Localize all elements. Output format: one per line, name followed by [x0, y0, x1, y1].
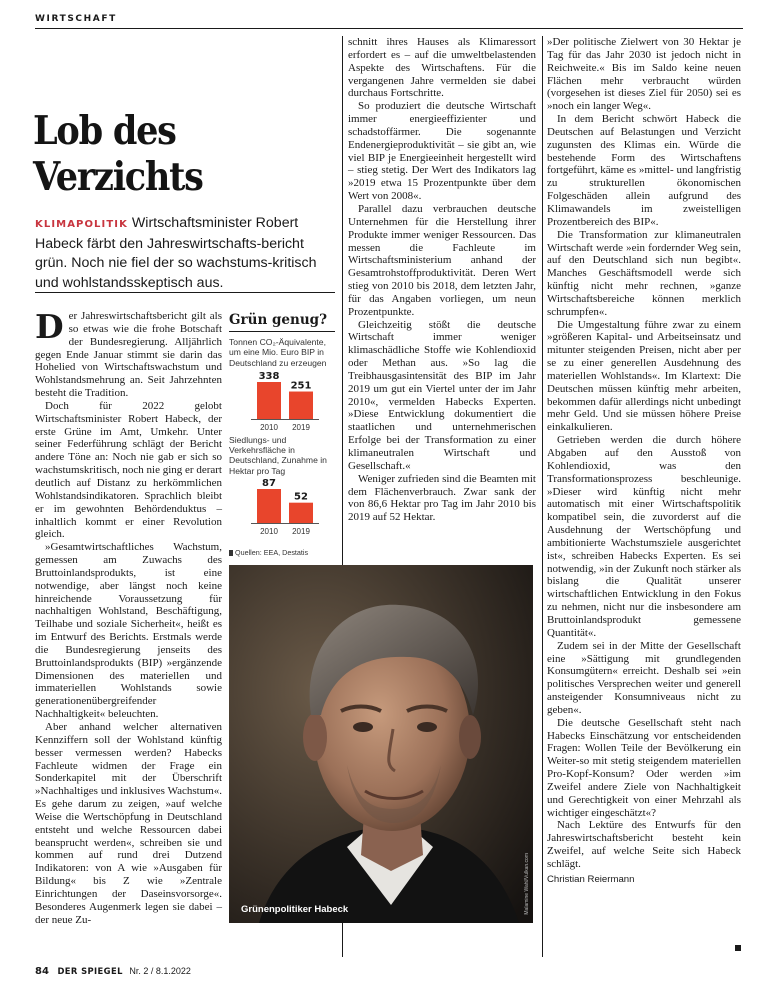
teaser-rule — [35, 292, 335, 293]
paragraph: Getrieben werden die durch höhere Abgaben auf den Ausstoß von Kohlendioxid, was den Transformationsprozess beschleunige. »Dieser wird künftig nicht mehr automatisch mit einer Wirtschaftspolitik kompatibel sein, die zuvorderst auf die Ausdehnung der Wertschöpfung und ambitionierte Wachstumsziele ausgerichtet ist«, schreiben Habecks Experten. Es sei notwendig, »in der Zukunft noch stärker als bislang die Qualität unserer wirtschaftlichen Entwicklung in den Fokus zu nehmen, nicht nur die insbesondere am Bruttoinlandsprodukt gemessene Quantität«. — [547, 434, 741, 639]
bar-2019 — [289, 503, 313, 523]
author: Christian Reiermann — [547, 873, 635, 885]
paragraph: »Gesamtwirtschaftliches Wachstum, gemessen am Zuwachs des Bruttoinlandsprodukts, ist eine notwendige, aber längst noch keine hinreichende Voraussetzung für nachhaltigen Wohlstand, Beschäftigung, Teilhabe und soziale Sicherheit«, heißt es im Entwurf des Berichts. Erstmals werde die Bundesregierung jenseits des Bruttoinlandsprodukts (BIP) »ergänzende Dimensionen des materiellen und immateriellen Wohlstands sowie generationenübergreifender Nachhaltigkeit« beleuchten. — [35, 541, 222, 721]
headline-line-2: Verzichts — [33, 154, 203, 200]
article-column-1 — [35, 307, 222, 927]
category-label-2010: 2010 — [260, 527, 278, 537]
chart1 — [229, 368, 335, 432]
paragraph: Nach Lektüre des Entwurfs für den Jahreswirtschaftsbericht besteht kein Zweifel, auf welche Seite sich Habeck schlägt. — [547, 819, 741, 870]
paragraph: Gleichzeitig stößt die deutsche Wirtschaft immer weniger klimaschädliche Stoffe wie Kohlendioxid oder Methan aus. »So lag die Treibhausgasintensität des BIP im Jahr 2019 um gut ein Viertel unter der im Jahr 2010«, vermelden Habecks Experten. »Diese Entwicklung dokumentiert die staatlichen und unternehmerischen Erfolge bei der Transformation zu einer klimaneutralen Wirtschaft und Gesellschaft.« — [348, 318, 536, 472]
category-label-2019: 2019 — [292, 422, 310, 432]
teaser — [35, 214, 335, 293]
paragraph: So produziert die deutsche Wirtschaft immer energieeffizienter und schadstoffärmer. Die sogenannte Endenergieproduktivität – sie gibt an, wie viel BIP je Energieeinheit hergestellt wird – stieg stetig. Der Wert des Indikators lag »2019 etwa 15 Prozentpunkte über dem Wert von 2008«. — [348, 100, 536, 203]
portrait-photo — [229, 565, 533, 923]
value-label-2019: 251 — [290, 380, 312, 392]
value-label-2010: 338 — [258, 370, 280, 382]
top-rule — [35, 28, 743, 29]
infobox-title: Grün genug? — [229, 312, 335, 332]
page-number: 84 — [35, 966, 49, 977]
bar-2010 — [257, 489, 281, 523]
infobox — [229, 312, 335, 554]
column-rule-2 — [542, 36, 543, 957]
magazine-name: DER SPIEGEL — [57, 966, 123, 976]
paragraph: Die deutsche Gesellschaft steht nach Habecks Einschätzung vor entscheidenden Fragen: Wollen Teile der Bevölkerung ein Weiter-so mit stetig steigendem materiellen Pro-Kopf-Konsum? Oder werden »im Zweifel andere Ziele von Nachhaltigkeit und Gerechtigkeit von einer Mehrzahl als wichtiger eingeschätzt«? — [547, 716, 741, 819]
source-text: Quellen: EEA, Destatis — [235, 548, 309, 557]
chart2 — [229, 476, 335, 536]
headline — [33, 108, 203, 200]
photo-credit: Malamine Wahl/Vulkan.com — [524, 853, 530, 915]
value-label-2010: 87 — [262, 478, 276, 490]
category-label-2010: 2010 — [260, 422, 278, 432]
article-column-2 — [348, 36, 536, 524]
bar-2019 — [289, 391, 313, 418]
photo-caption: Grünenpolitiker Habeck — [241, 904, 349, 915]
paragraph: »Der politische Zielwert von 30 Hektar je Tag für das Jahr 2030 ist jedoch nicht in Reichweite.« Bis im Saldo keine neuen Flächen mehr verbraucht würden (vorgesehen ist dieses Ziel für 2050) sei es »noch ein langer Weg«. — [547, 36, 741, 113]
chart1-description: Tonnen CO₂-Äquivalente, um eine Mio. Euro BIP in Deutschland zu erzeugen — [229, 337, 327, 368]
source-icon — [229, 550, 233, 556]
portrait-illustration — [229, 565, 533, 923]
teaser-text: Wirtschaftsminister Robert Habeck färbt den Jahreswirtschafts-bericht grün. Noch nie fiel der so wachstums-kritisch und wohlstandsskeptisch aus. — [35, 215, 317, 291]
paragraph: Aber anhand welcher alternativen Kennziffern soll der Wohlstand künftig besser vermessen werden? Habecks Fachleute widmen der Frage ein Sonderkapitel mit der Überschrift »Nachhaltiges und inklusives Wachstum«. Es gehe darum zu zeigen, »auf welche Weise die Wertschöpfung in Deutschland entsteht und welche Ressourcen dabei beansprucht werden«, schreiben sie und kommen auf rund drei Dutzend Indikatoren: von A wie »Ausgaben für Bildung« bis Z wie »Zentrale Einrichtungen der Daseinsvorsorge«. Besonderes Augenmerk legen sie dabei – der neue Zu- — [35, 721, 222, 926]
paragraph: In dem Bericht schwört Habeck die Deutschen auf Belastungen und Verzicht zugunsten des Klimas ein. Würde die bestehende Form des Wirtschaftens fortgeführt, käme es »mittel- und langfristig zu strukturellen ökonomischen Folgeschäden allein aufgrund des Klimawandels im zweistelligen Prozentbereich des BIP«. — [547, 113, 741, 228]
paragraph: Die Transformation zur klimaneutralen Wirtschaft werde »ein fordernder Weg sein, auf den Deutschland sich nun begibt«. Manches Geschäftsmodell werde sich künftig nicht mehr rechnen, »ganze Wirtschaftsbereiche können merklich schrumpfen«. — [547, 228, 741, 318]
issue-info: Nr. 2 / 8.1.2022 — [129, 966, 191, 976]
footer — [35, 966, 191, 977]
bar-2010 — [257, 382, 281, 419]
end-mark — [735, 945, 741, 951]
kicker: KLIMAPOLITIK — [35, 219, 128, 230]
section-label: WIRTSCHAFT — [35, 14, 117, 24]
headline-line-1: Lob des — [33, 108, 176, 154]
paragraph: Zudem sei in der Mitte der Gesellschaft eine »Sättigung mit grundlegenden Konsumgütern« erreicht. Deshalb sei »ein politisches Versprechen weiter und generell ansteigender Konsumniveaus nicht zu geben«. — [547, 639, 741, 716]
category-label-2019: 2019 — [292, 527, 310, 537]
paragraph: Doch für 2022 gelobt Wirtschaftsminister Robert Habeck, der erste Grüne im Amt, Umkehr. Unter seiner Federführung schlägt der Bericht andere Töne an: Noch nie gab er sich so wachstumskritisch, noch nie ging er derart deutlich auf Distanz zu herkömmlichen Wohlstandsindikatoren. Sprachlich bleibt er im gewohnten Behördenduktus – inhaltlich kommt er einer Revolution gleich. — [35, 399, 222, 541]
article-column-3 — [547, 36, 741, 887]
paragraph: schnitt ihres Hauses als Klimaressort erfordert es – auf die umweltbelastenden Aspekte des Wirtschaftens. Für die vergangenen Jahre vermelden sie dabei durchaus Fortschritte. — [348, 36, 536, 100]
chart2-description: Siedlungs- und Verkehrsfläche in Deutschland, Zunahme in Hektar pro Tag — [229, 434, 327, 476]
source-note — [229, 548, 308, 557]
value-label-2019: 52 — [294, 491, 308, 503]
paragraph: Parallel dazu verbrauchen deutsche Unternehmen für die Herstellung ihrer Produkte immer weniger Ressourcen. Das messen die Fachleute im Wirtschaftsministerium anhand der Gesamtrohstoffproduktivität. Deren Wert stieg von 2010 bis 2018, dem letzten Jahr, für das Angaben vorliegen, um neun Prozentpunkte. — [348, 202, 536, 318]
paragraph: Die Umgestaltung führe zwar zu einem »größeren Kapital- und Arbeitseinsatz und mitunter steigenden Preisen, nicht aber per se zu einer generellen Ausdehnung des materiellen Wohlstands«. Im Klartext: Die Deutschen müssen künftig mehr arbeiten, bekommen dafür allerdings nicht unbedingt mehr Geld. Und sie müssen höhere Preise einkalkulieren. — [547, 318, 741, 434]
paragraph: Weniger zufrieden sind die Beamten mit dem Flächenverbrauch. Zwar sank der von 86,6 Hektar pro Tag im Jahr 2010 bis 2019 auf 52 Hektar. — [348, 472, 536, 524]
paragraph: er Jahreswirtschaftsbericht gilt als so etwas wie die frohe Botschaft der Bundesregierung. Alljährlich gegen Ende Januar stimmt sie darin das Hohelied von Wirtschaftswachstum und Wohlstandsmehrung an. Seit Jahrzehnten besteht die Tradition. — [35, 310, 222, 400]
drop-cap: D — [35, 307, 64, 346]
